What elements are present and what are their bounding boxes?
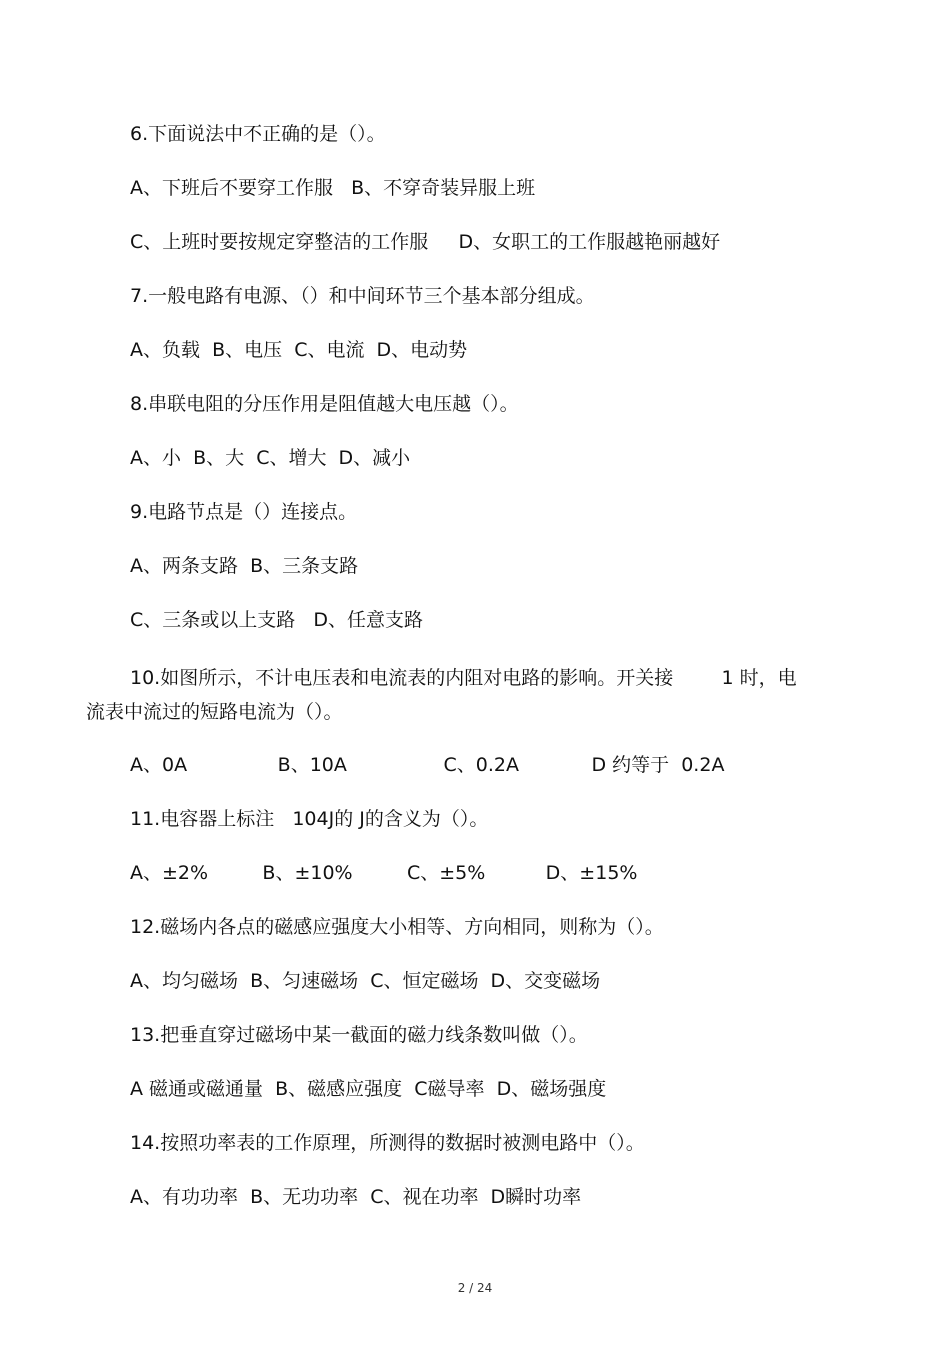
question-12-options: A、均匀磁场 B、匀速磁场 C、恒定磁场 D、交变磁场 xyxy=(130,970,601,992)
question-12: 12.磁场内各点的磁感应强度大小相等、方向相同，则称为（）。 xyxy=(130,916,664,938)
question-11: 11.电容器上标注 104J的 J的含义为（）。 xyxy=(130,808,489,830)
question-10-line-2: 流表中流过的短路电流为（）。 xyxy=(86,701,343,723)
question-6-options-ab: A、下班后不要穿工作服 B、不穿奇装异服上班 xyxy=(130,177,536,199)
question-10-text-1: 10.如图所示，不计电压表和电流表的内阻对电路的影响。开关接 1 时，电 xyxy=(130,667,797,689)
question-10 xyxy=(86,661,856,729)
question-14-options: A、有功功率 B、无功功率 C、视在功率 D瞬时功率 xyxy=(130,1186,582,1208)
question-9-options-ab: A、两条支路 B、三条支路 xyxy=(130,555,359,577)
question-14: 14.按照功率表的工作原理，所测得的数据时被测电路中（）。 xyxy=(130,1132,645,1154)
question-7: 7.一般电路有电源、（）和中间环节三个基本部分组成。 xyxy=(130,285,595,307)
question-7-options: A、负载 B、电压 C、电流 D、电动势 xyxy=(130,339,468,361)
question-9: 9.电路节点是（）连接点。 xyxy=(130,501,358,523)
question-9-options-cd: C、三条或以上支路 D、任意支路 xyxy=(130,609,424,631)
question-6: 6.下面说法中不正确的是（）。 xyxy=(130,123,386,145)
question-13: 13.把垂直穿过磁场中某一截面的磁力线条数叫做（）。 xyxy=(130,1024,588,1046)
question-10-options: A、0A B、10A C、0.2A D 约等于 0.2A xyxy=(130,754,725,776)
question-8: 8.串联电阻的分压作用是阻值越大电压越（）。 xyxy=(130,393,519,415)
question-11-options: A、±2% B、±10% C、±5% D、±15% xyxy=(130,862,638,884)
page-number: 2 / 24 xyxy=(457,1281,493,1295)
question-13-options: A 磁通或磁通量 B、磁感应强度 C磁导率 D、磁场强度 xyxy=(130,1078,607,1100)
question-6-options-cd: C、上班时要按规定穿整洁的工作服 D、女职工的工作服越艳丽越好 xyxy=(130,231,721,253)
question-10-line-1 xyxy=(86,661,856,695)
question-8-options: A、小 B、大 C、增大 D、减小 xyxy=(130,447,411,469)
